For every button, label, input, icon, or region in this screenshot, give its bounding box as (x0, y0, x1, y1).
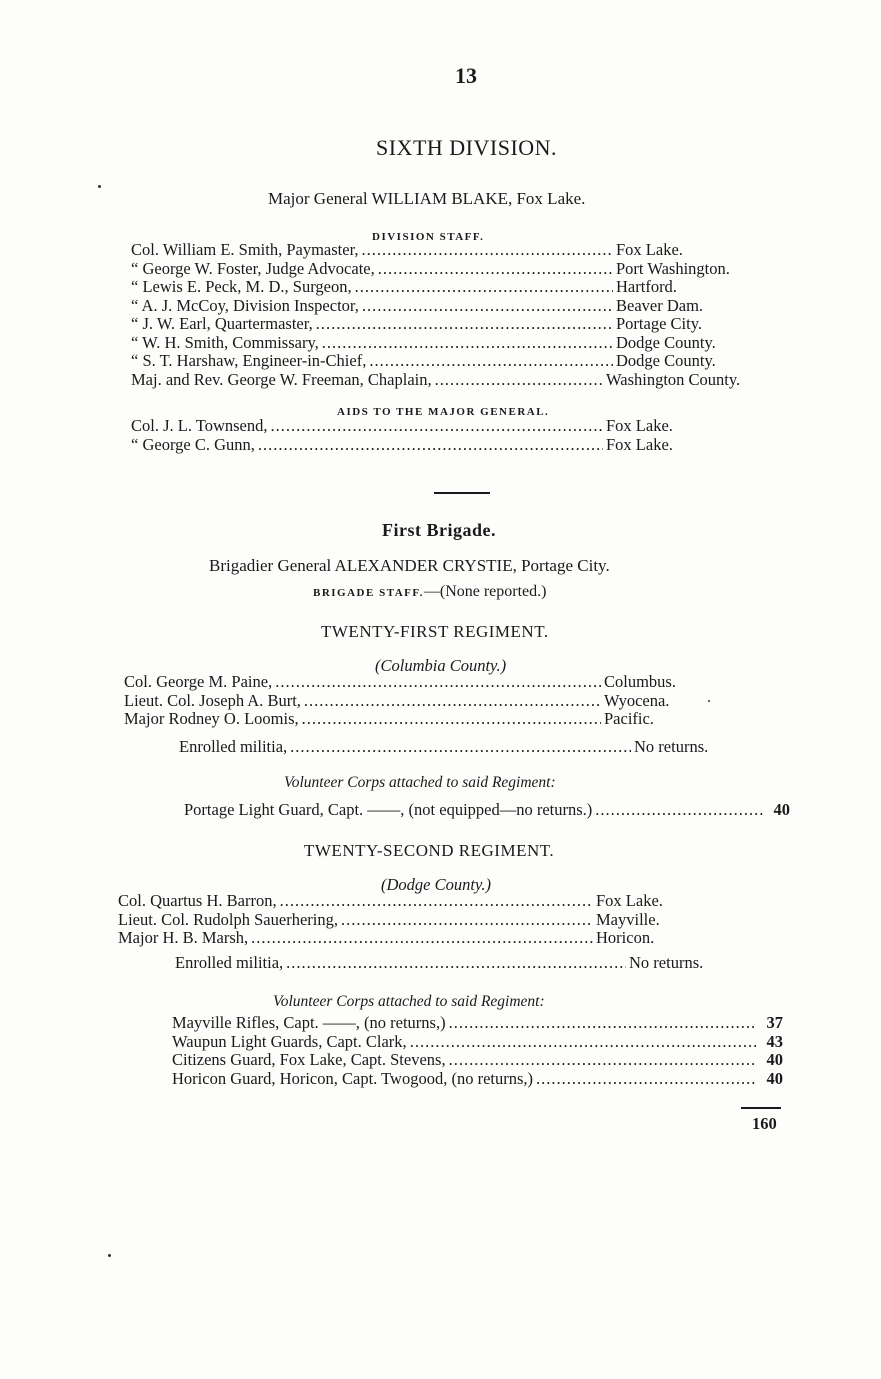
aid-row (131, 416, 771, 435)
regiment-21-corps (184, 800, 790, 820)
corps-row (172, 1069, 783, 1088)
brigade-staff-label: BRIGADE STAFF. (313, 587, 424, 599)
aid-place: Fox Lake. (606, 435, 673, 454)
leader-dots (251, 928, 593, 948)
aid-name: Col. J. L. Townsend, (131, 416, 268, 435)
leader-dots (302, 709, 601, 729)
officer-name: Lieut. Col. Rudolph Sauerhering, (118, 909, 338, 929)
corps-name: Portage Light Guard, Capt. ——, (not equipped—no returns.) (184, 800, 593, 819)
brigade-staff-line (313, 583, 546, 601)
section-divider (434, 492, 490, 494)
officer-row (124, 691, 700, 710)
staff-row (131, 370, 771, 389)
militia-status: No returns. (634, 737, 709, 756)
leader-dots (290, 737, 631, 757)
staff-row (131, 351, 771, 370)
officer-place: Pacific. (604, 709, 654, 728)
officer-row (118, 910, 684, 929)
leader-dots (271, 416, 603, 436)
corps-name: Citizens Guard, Fox Lake, Capt. Stevens, (172, 1050, 446, 1069)
militia-row (175, 953, 727, 973)
officer-row (118, 928, 684, 947)
officer-name: Major H. B. Marsh, (118, 928, 249, 947)
regiment-21-militia (179, 737, 732, 757)
leader-dots (362, 296, 613, 316)
scan-speck (98, 185, 101, 188)
officer-place: Mayville. (596, 909, 660, 929)
scan-speck (708, 700, 710, 702)
division-title: SIXTH DIVISION. (376, 135, 558, 160)
staff-row (131, 333, 771, 352)
staff-row (131, 296, 771, 315)
leader-dots (275, 672, 601, 692)
regiment-21-county: (Columbia County.) (375, 656, 507, 675)
officer-row (124, 672, 700, 691)
corps-row (184, 800, 790, 820)
regiment-22-corps (172, 1013, 783, 1087)
leader-dots (410, 1032, 756, 1052)
officer-name: Col. George M. Paine, (124, 672, 273, 691)
staff-row (131, 240, 771, 259)
leader-dots (369, 351, 613, 371)
staff-name: “ George W. Foster, Judge Advocate, (131, 258, 375, 278)
brigade-title: First Brigade. (382, 520, 496, 540)
regiment-21-title: TWENTY-FIRST REGIMENT. (321, 622, 549, 641)
staff-place: Portage City. (616, 314, 703, 333)
aids-heading: AIDS TO THE MAJOR GENERAL. (337, 406, 550, 418)
page-number: 13 (455, 63, 477, 88)
staff-place: Dodge County. (616, 351, 716, 370)
staff-row (131, 277, 771, 296)
corps-count: 40 (773, 800, 790, 819)
corps-count: 37 (766, 1013, 783, 1032)
major-general-line: Major General WILLIAM BLAKE, Fox Lake. (268, 189, 586, 208)
leader-dots (258, 435, 603, 455)
regiment-22-militia (175, 953, 727, 973)
regiment-22-county: (Dodge County.) (381, 875, 491, 894)
leader-dots (378, 259, 613, 279)
officer-name: Col. Quartus H. Barron, (118, 891, 277, 910)
staff-name: Col. William E. Smith, Paymaster, (131, 240, 359, 259)
staff-place: Port Washington. (616, 258, 730, 278)
leader-dots (595, 800, 763, 820)
regiment-21-officers (124, 672, 700, 728)
staff-name: “ W. H. Smith, Commissary, (131, 332, 319, 352)
leader-dots (322, 333, 613, 353)
staff-name: “ Lewis E. Peck, M. D., Surgeon, (131, 277, 352, 296)
staff-place: Dodge County. (616, 332, 716, 352)
corps-row (172, 1050, 783, 1069)
leader-dots (435, 370, 603, 390)
leader-dots (286, 953, 626, 973)
corps-total: 160 (752, 1114, 777, 1133)
staff-name: “ S. T. Harshaw, Engineer-in-Chief, (131, 351, 367, 370)
militia-label: Enrolled militia, (175, 953, 284, 972)
officer-place: Fox Lake. (596, 891, 663, 910)
regiment-22-title: TWENTY-SECOND REGIMENT. (304, 841, 555, 860)
corps-count: 43 (766, 1031, 783, 1051)
regiment-22-corps-heading: Volunteer Corps attached to said Regiment: (273, 993, 545, 1010)
corps-name: Horicon Guard, Horicon, Capt. Twogood, (no returns,) (172, 1068, 534, 1088)
officer-place: Horicon. (596, 928, 655, 947)
aid-row (131, 435, 771, 454)
brigadier-general-line: Brigadier General ALEXANDER CRYSTIE, Portage City. (209, 556, 610, 575)
regiment-22-officers (118, 891, 684, 947)
scan-speck (108, 1254, 111, 1257)
officer-place: Columbus. (604, 672, 676, 691)
leader-dots (449, 1050, 756, 1070)
corps-row (172, 1032, 783, 1051)
leader-dots (536, 1069, 756, 1089)
corps-row (172, 1013, 783, 1032)
aids-list (131, 416, 771, 454)
staff-name: “ A. J. McCoy, Division Inspector, (131, 295, 359, 315)
staff-place: Washington County. (606, 369, 741, 389)
corps-count: 40 (766, 1050, 783, 1069)
officer-row (118, 891, 684, 910)
division-staff-heading: DIVISION STAFF. (372, 231, 485, 243)
aid-name: “ George C. Gunn, (131, 435, 255, 454)
staff-row (131, 314, 771, 333)
corps-count: 40 (766, 1068, 783, 1088)
officer-row (124, 709, 700, 728)
officer-name: Lieut. Col. Joseph A. Burt, (124, 690, 301, 710)
total-rule (741, 1107, 781, 1109)
leader-dots (449, 1013, 756, 1033)
leader-dots (355, 277, 613, 297)
staff-row (131, 259, 771, 278)
corps-name: Waupun Light Guards, Capt. Clark, (172, 1031, 407, 1051)
militia-row (179, 737, 732, 757)
staff-place: Fox Lake. (616, 240, 683, 259)
regiment-21-corps-heading: Volunteer Corps attached to said Regiment: (284, 774, 556, 791)
leader-dots (341, 910, 593, 930)
brigade-staff-note: —(None reported.) (423, 583, 547, 600)
officer-place: Wyocena. (604, 690, 670, 710)
leader-dots (362, 240, 613, 260)
aid-place: Fox Lake. (606, 416, 673, 435)
officer-name: Major Rodney O. Loomis, (124, 709, 299, 728)
leader-dots (280, 891, 593, 911)
militia-label: Enrolled militia, (179, 737, 288, 756)
leader-dots (316, 314, 613, 334)
corps-name: Mayville Rifles, Capt. ——, (no returns,) (172, 1013, 446, 1032)
staff-name: “ J. W. Earl, Quartermaster, (131, 314, 313, 333)
staff-place: Beaver Dam. (616, 295, 704, 315)
leader-dots (304, 691, 601, 711)
militia-status: No returns. (629, 953, 704, 972)
staff-place: Hartford. (616, 277, 677, 296)
staff-name: Maj. and Rev. George W. Freeman, Chaplain, (131, 369, 432, 389)
division-staff-list (131, 240, 771, 388)
